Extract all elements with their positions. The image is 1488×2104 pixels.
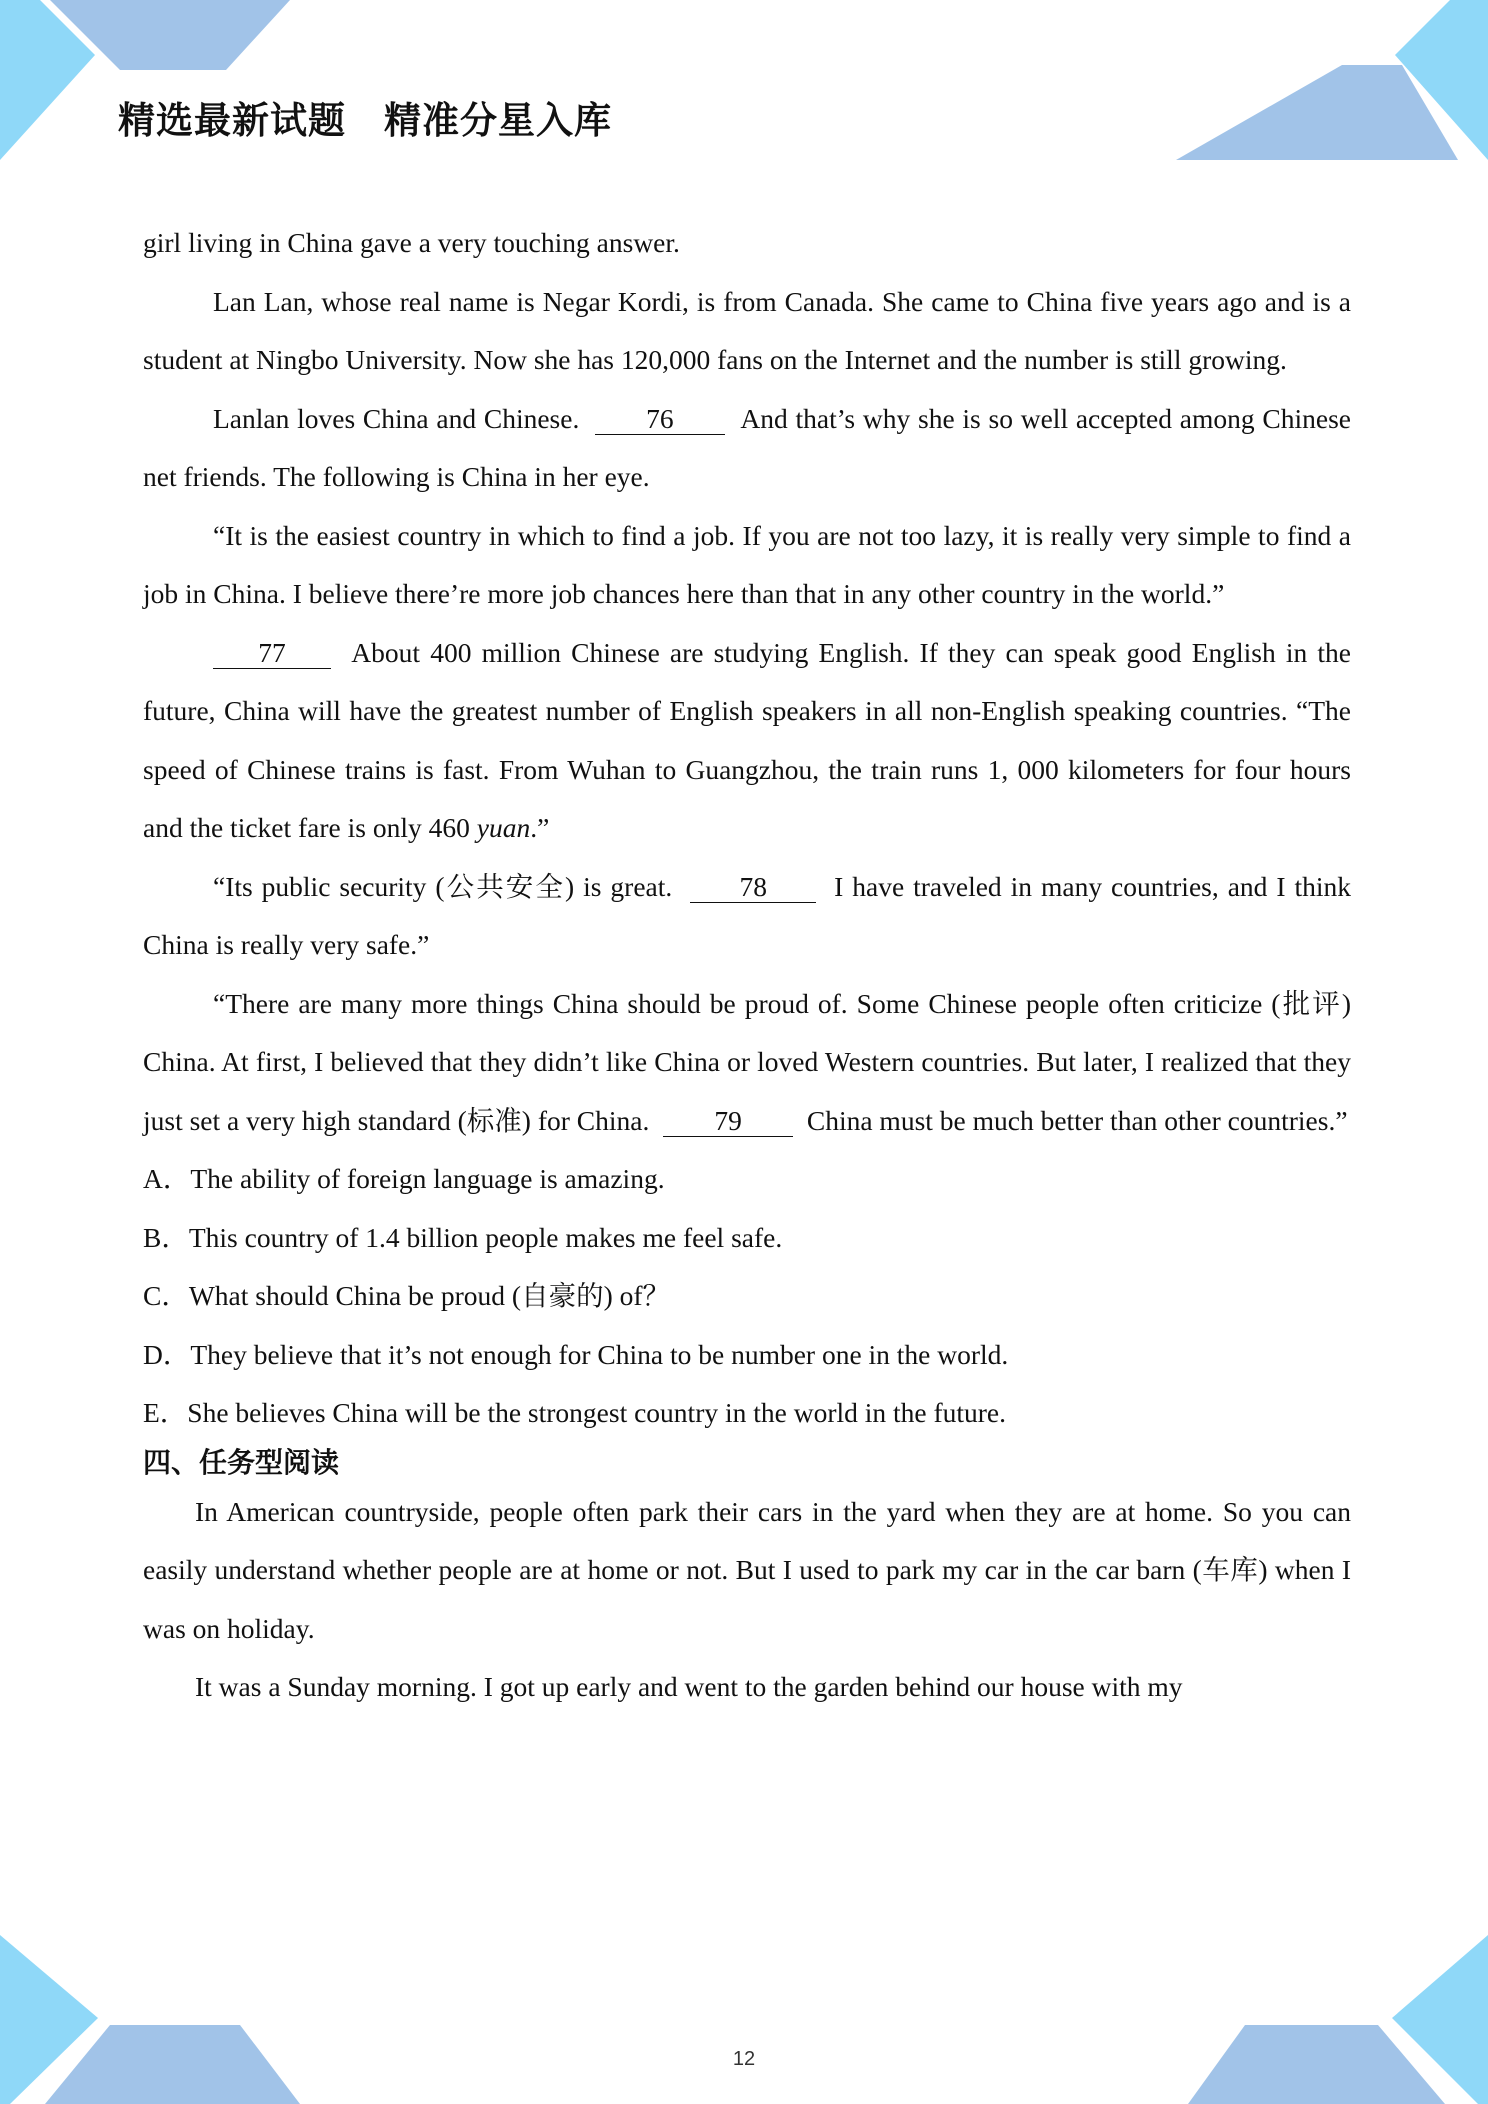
- paragraph-6-end: I have traveled in many countries, and I think China is really very safe.”: [143, 870, 1352, 960]
- paragraph-3-start: Lanlan loves China and Chinese.: [213, 402, 580, 434]
- paragraph-3: [143, 390, 1351, 507]
- option-b: B．This country of 1.4 billion people makes me feel safe.: [143, 1221, 783, 1253]
- section-4-paragraph-2: It was a Sunday morning. I got up early and went to the garden behind our house with my: [195, 1671, 1183, 1702]
- option-a: A．The ability of foreign language is amazing.: [143, 1163, 665, 1194]
- option-d: D．They believe that it’s not enough for China to be number one in the world.: [143, 1338, 1009, 1370]
- paragraph-5-end: .”: [530, 812, 550, 843]
- header-title: 精选最新试题 精准分星入库: [118, 99, 612, 142]
- top-right-trapezoid: [1176, 65, 1458, 160]
- paragraph-7-end: China must be much better than other countries.”: [806, 1104, 1348, 1136]
- page-number: 12: [732, 2048, 756, 2070]
- paragraph-6: [143, 858, 1351, 975]
- paragraph-7: [143, 975, 1351, 1151]
- option-c: C．What should China be proud (自豪的) of？: [143, 1280, 671, 1311]
- italic-word: yuan: [476, 812, 531, 843]
- answer-blank-78: 78: [690, 872, 816, 903]
- paragraph-5: [143, 624, 1351, 858]
- paragraph-5-text: About 400 million Chinese are studying English. If they can speak good English in the future, China will have the greatest number of English speakers in all non-English speaking countries. “The speed of Chinese trains is fast. From Wuhan to Guangzhou, the train runs 1, 000 kilometers for four hours and the ticket fare is only 460: [143, 636, 1352, 843]
- answer-blank-79: 79: [663, 1106, 793, 1137]
- option-e: E．She believes China will be the strongest country in the world in the future.: [143, 1397, 1007, 1428]
- paragraph-3-end: And that’s why she is so well accepted among Chinese net friends. The following is China in her eye.: [143, 402, 1351, 492]
- paragraph-2: Lan Lan, whose real name is Negar Kordi, is from Canada. She came to China five years ago and is a student at Ningbo University. Now she has 120,000 fans on the Internet and the number is still growing.: [143, 285, 1351, 375]
- answer-blank-77: 77: [213, 638, 331, 669]
- paragraph-6-start: “Its public security (公共安全) is great.: [213, 870, 673, 902]
- section-4-paragraph-1: In American countryside, people often park their cars in the yard when they are at home. So you can easily understand whether people are at home or not. But I used to park my car in the car barn (车库) when I was on holiday.: [143, 1495, 1351, 1644]
- paragraph-1: girl living in China gave a very touching answer.: [143, 227, 680, 258]
- answer-blank-76: 76: [595, 404, 725, 435]
- paragraph-4: “It is the easiest country in which to find a job. If you are not too lazy, it is really very simple to find a job in China. I believe there’re more job chances here than that in any other country in the world.”: [143, 519, 1351, 609]
- document-body: [143, 214, 1351, 1717]
- section-4-title: 四、任务型阅读: [143, 1445, 340, 1479]
- paragraph-7-start: “There are many more things China should be proud of. Some Chinese people often criticize (批评) China. At first, I believed that they didn’t like China or loved Western countries. But later, I realized that they just set a very high standard (标准) for China.: [143, 987, 1351, 1136]
